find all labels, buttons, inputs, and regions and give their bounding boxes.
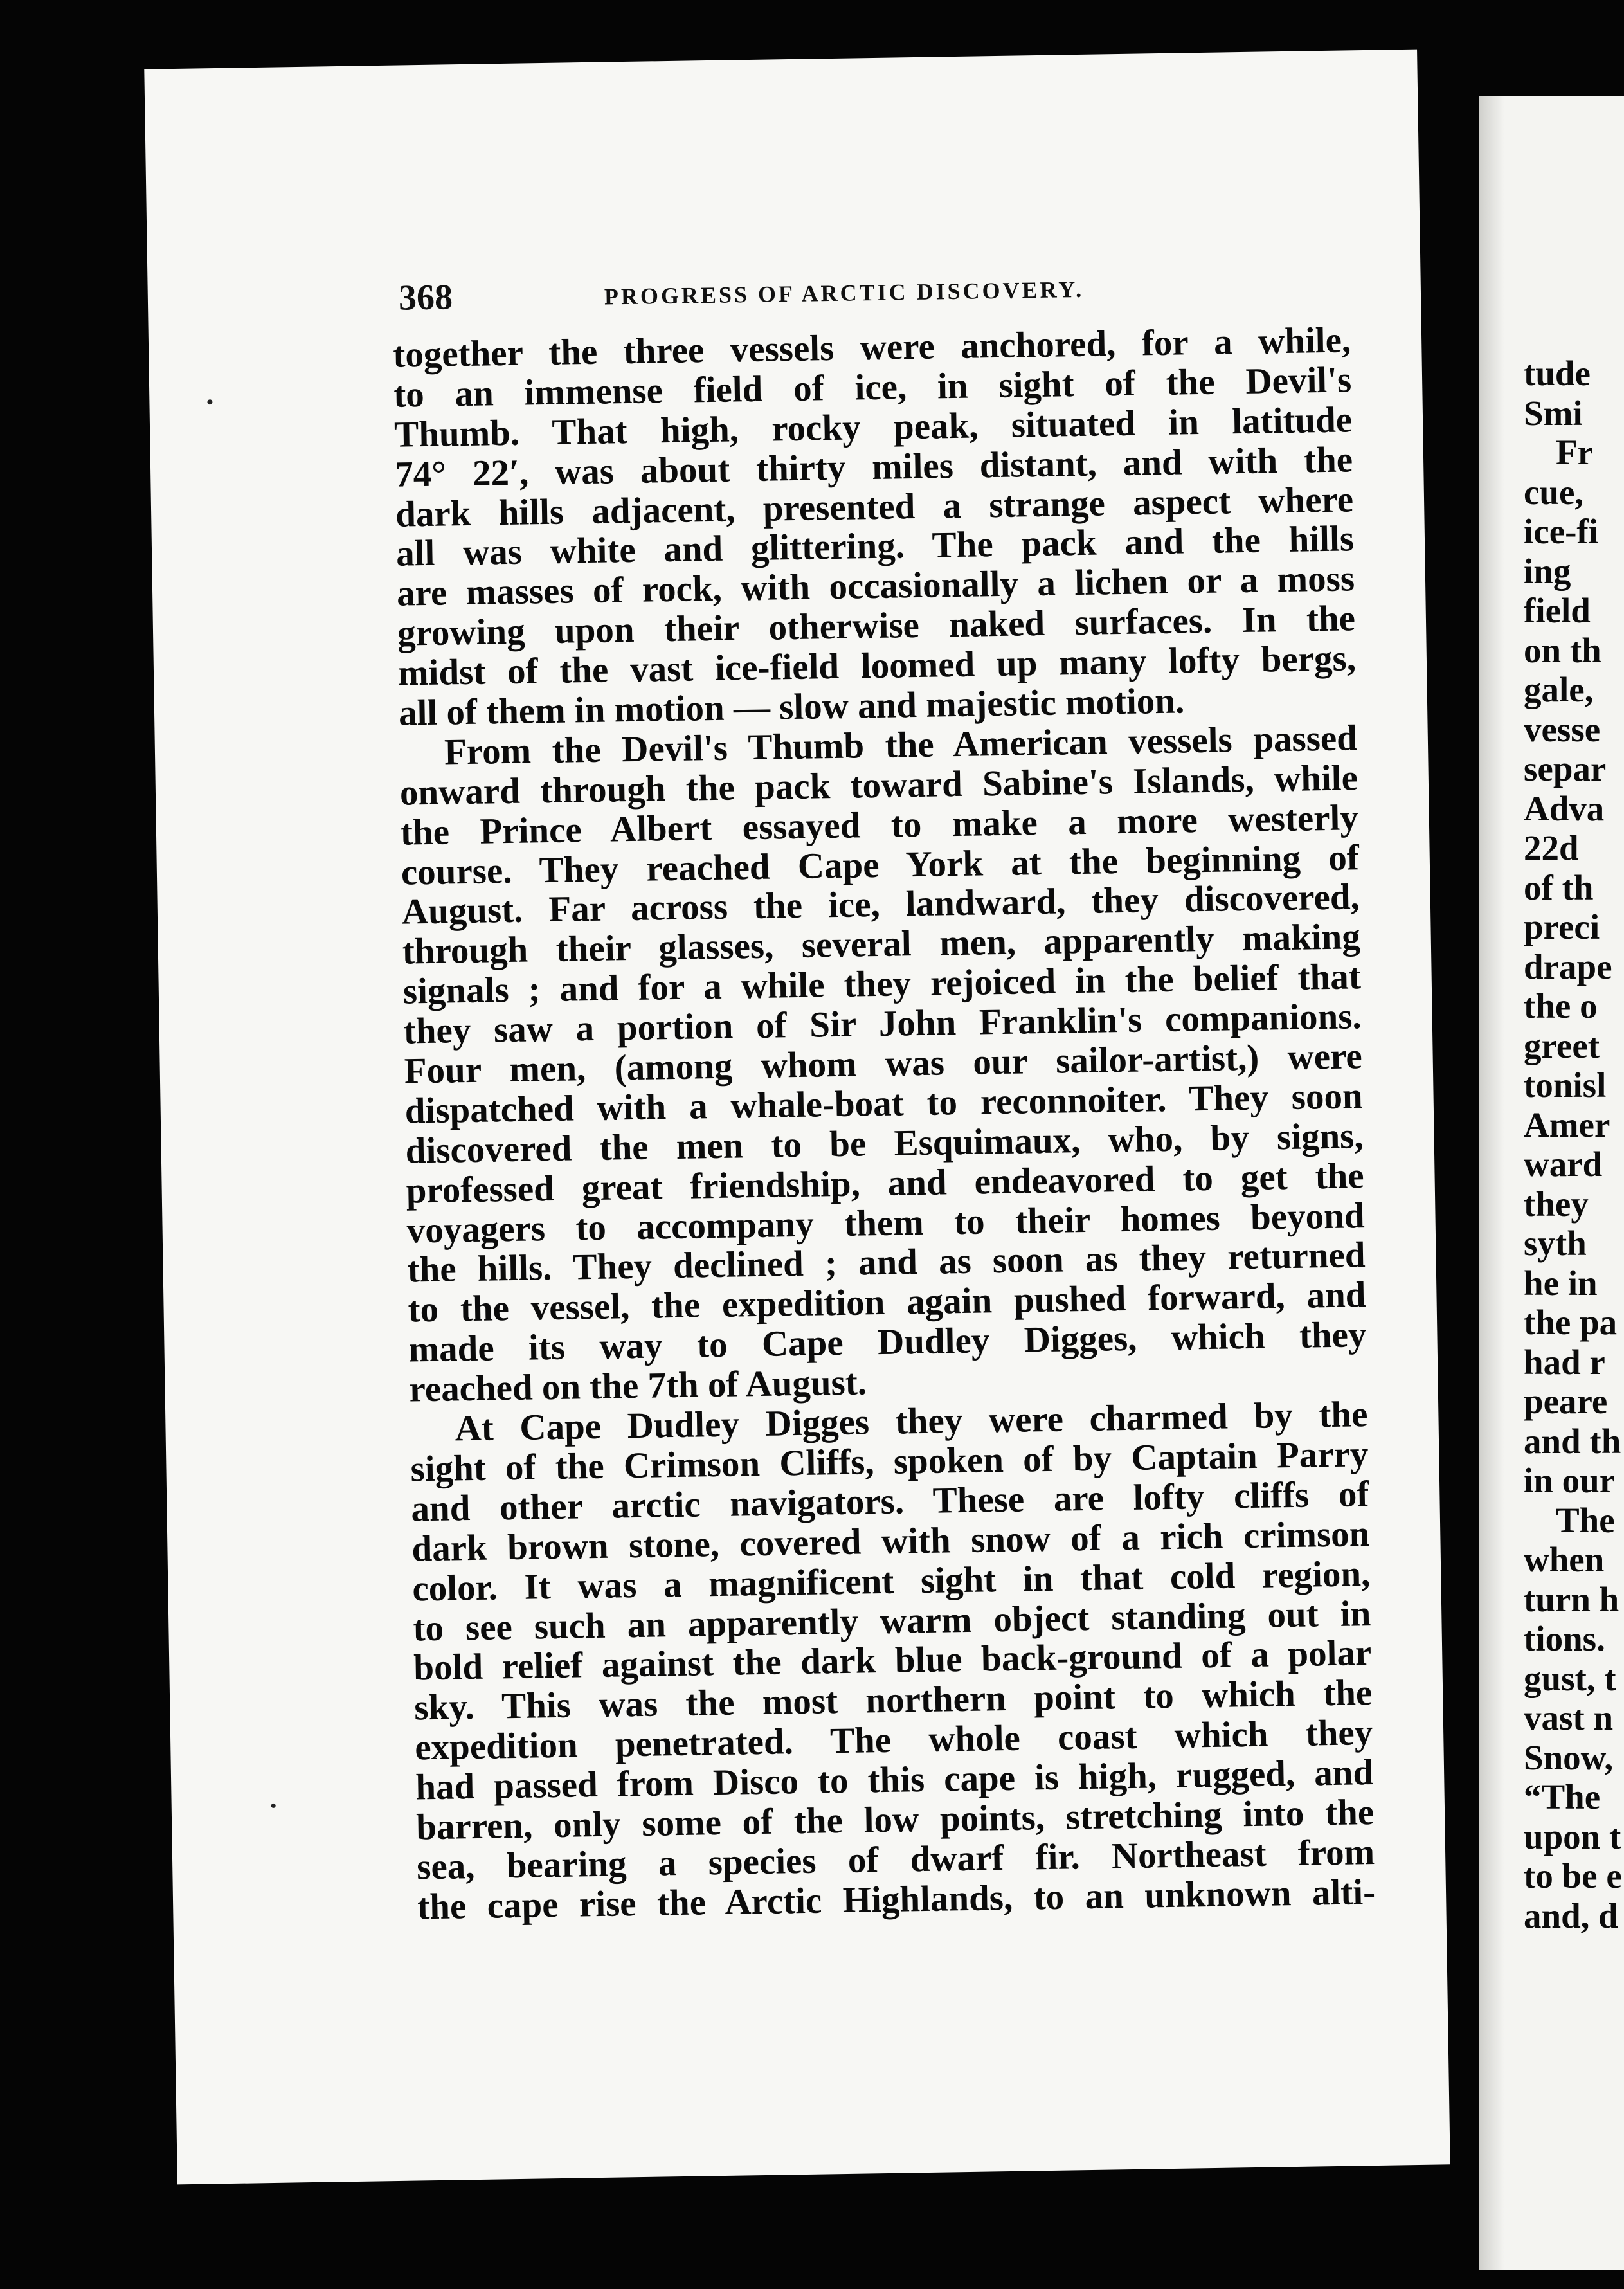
facing-line: field: [1524, 591, 1591, 630]
facing-line: of th: [1524, 867, 1594, 907]
facing-line: on th: [1524, 630, 1601, 670]
text-line: reached on the 7th of August.: [409, 1362, 867, 1410]
text-line: had passed from Disco to this cape is high, rugged, and: [415, 1752, 1374, 1808]
facing-line: ice-fi: [1524, 512, 1599, 551]
text-line: made its way to Cape Dudley Digges, which they: [408, 1314, 1367, 1370]
facing-line: cue,: [1524, 472, 1584, 512]
facing-line: greet: [1524, 1026, 1600, 1065]
facing-line: gust, t: [1524, 1658, 1616, 1698]
text-line: course. They reached Cape York at the beginning of: [401, 837, 1360, 893]
text-line: 74° 22′, was about thirty miles distant, and with the: [394, 439, 1353, 495]
running-title: PROGRESS OF ARCTIC DISCOVERY.: [604, 276, 1085, 310]
text-line: barren, only some of the low points, stretching into the: [415, 1791, 1375, 1848]
facing-line: Snow,: [1524, 1737, 1614, 1777]
text-line: are masses of rock, with occasionally a lichen or a moss: [396, 558, 1355, 615]
facing-line: 22d: [1524, 828, 1579, 867]
text-line: sea, bearing a species of dwarf fir. Northeast from: [416, 1831, 1375, 1888]
text-line: the cape rise the Arctic Highlands, to an unknown alti-: [417, 1871, 1376, 1928]
text-line: dispatched with a whale-boat to reconnoiter. They soon: [404, 1076, 1364, 1132]
facing-line: they: [1524, 1184, 1589, 1224]
text-line: the Prince Albert essayed to make a more westerly: [400, 797, 1359, 853]
facing-line: Smi: [1524, 393, 1583, 433]
text-line: onward through the pack toward Sabine's Islands, while: [399, 757, 1358, 813]
facing-line: syth: [1524, 1224, 1587, 1263]
text-line: to see such an apparently warm object standing out in: [412, 1593, 1371, 1649]
facing-line: the pa: [1524, 1303, 1618, 1342]
text-line: discovered the men to be Esquimaux, who, by signs,: [405, 1115, 1364, 1172]
text-line: At Cape Dudley Digges they were charmed by the: [455, 1394, 1368, 1449]
text-line: through their glasses, several men, apparently making: [402, 916, 1361, 972]
text-line: bold relief against the dark blue back-ground of a polar: [413, 1633, 1372, 1688]
facing-line: in our: [1524, 1461, 1616, 1500]
text-line: all of them in motion — slow and majestic motion.: [398, 680, 1185, 734]
text-line: sight of the Crimson Cliffs, spoken of by Captain Parry: [410, 1434, 1369, 1490]
text-line: dark hills adjacent, presented a strange aspect where: [395, 478, 1354, 535]
facing-line: to be e: [1524, 1856, 1622, 1895]
text-line: to the vessel, the expedition again pushed forward, and: [408, 1274, 1366, 1330]
facing-line: separ: [1524, 749, 1607, 788]
text-line: color. It was a magnificent sight in that cold region,: [411, 1553, 1371, 1609]
ink-speck: [271, 1804, 276, 1808]
facing-line: tions.: [1524, 1619, 1605, 1658]
text-line: August. Far across the ice, landward, they discovered,: [401, 876, 1360, 933]
facing-line: tude: [1524, 354, 1591, 393]
facing-line: turn h: [1524, 1579, 1619, 1619]
facing-line: “The: [1524, 1777, 1601, 1816]
facing-line: preci: [1524, 907, 1600, 946]
facing-line: Amer: [1524, 1105, 1610, 1144]
text-line: dark brown stone, covered with snow of a rich crimson: [411, 1513, 1370, 1570]
facing-line: drape: [1524, 946, 1612, 986]
text-line: growing upon their otherwise naked surfaces. In the: [397, 598, 1356, 654]
text-line: midst of the vast ice-field loomed up many lofty bergs,: [397, 638, 1357, 694]
text-line: professed great friendship, and endeavored to get the: [406, 1155, 1365, 1211]
text-line: and other arctic navigators. These are lofty cliffs of: [411, 1473, 1369, 1530]
facing-page: [1479, 96, 1624, 2270]
facing-line: upon t: [1524, 1816, 1621, 1856]
text-line: From the Devil's Thumb the American vessels passed: [444, 718, 1358, 773]
page-header: [398, 262, 1350, 322]
facing-line: ing: [1524, 551, 1571, 591]
text-line: the hills. They declined ; and as soon as they returned: [407, 1235, 1366, 1291]
facing-line: the o: [1524, 986, 1598, 1026]
facing-line: tonisl: [1524, 1065, 1607, 1105]
facing-line: had r: [1524, 1342, 1605, 1382]
facing-line: Fr: [1556, 433, 1594, 472]
facing-line: The: [1556, 1500, 1615, 1540]
ink-speck: [207, 399, 212, 404]
facing-line: and th: [1524, 1421, 1621, 1461]
book-page: [144, 50, 1450, 2185]
text-line: voyagers to accompany them to their homes beyond: [406, 1195, 1366, 1251]
facing-line: vesse: [1524, 709, 1601, 749]
facing-line: gale,: [1524, 670, 1594, 709]
text-line: Thumb. That high, rocky peak, situated in latitude: [393, 399, 1353, 455]
page-number: 368: [398, 277, 453, 318]
text-line: sky. This was the most northern point to which the: [413, 1672, 1373, 1728]
text-line: they saw a portion of Sir John Franklin's companions.: [403, 996, 1362, 1052]
text-line: expedition penetrated. The whole coast which they: [414, 1712, 1373, 1768]
facing-line: vast n: [1524, 1698, 1614, 1737]
facing-page-text: [1524, 354, 1624, 1935]
text-line: together the three vessels were anchored, for a while,: [392, 320, 1351, 375]
text-line: to an immense field of ice, in sight of the Devil's: [393, 359, 1352, 415]
facing-line: ward: [1524, 1144, 1603, 1184]
facing-line: peare: [1524, 1382, 1608, 1421]
body-text: [393, 320, 1376, 1927]
text-line: Four men, (among whom was our sailor-artist,) were: [404, 1036, 1363, 1092]
text-line: all was white and glittering. The pack and the hills: [395, 518, 1355, 575]
facing-line: and, d: [1524, 1895, 1618, 1935]
text-line: signals ; and for a while they rejoiced in the belief that: [402, 956, 1362, 1012]
facing-line: Adva: [1524, 788, 1605, 828]
facing-line: when: [1524, 1540, 1605, 1579]
gutter-shadow: [1479, 96, 1504, 2270]
facing-line: he in: [1524, 1263, 1598, 1303]
